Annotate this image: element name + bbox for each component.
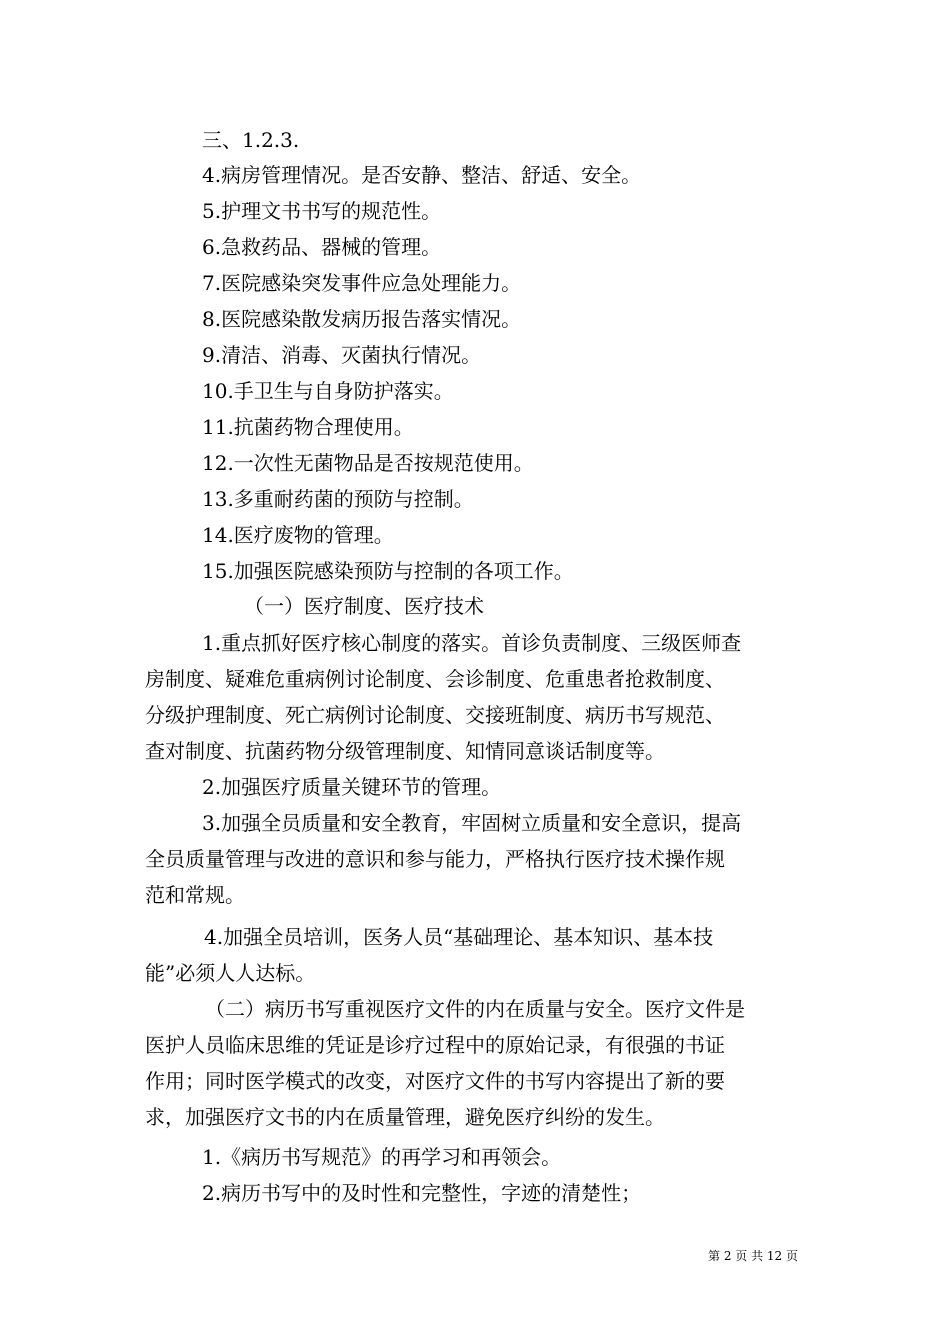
- text-line: 查对制度、抗菌药物分级管理制度、知情同意谈话制度等。: [145, 739, 665, 763]
- text-line: 14.医疗废物的管理。: [202, 523, 394, 547]
- text-line: 求，加强医疗文书的内在质量管理，避免医疗纠纷的发生。: [145, 1105, 665, 1129]
- text-line: 15.加强医院感染预防与控制的各项工作。: [202, 559, 574, 583]
- text-line: 2.加强医疗质量关键环节的管理。: [202, 775, 502, 799]
- text-line: 全员质量管理与改进的意识和参与能力，严格执行医疗技术操作规: [145, 847, 725, 871]
- text-line: 5.护理文书书写的规范性。: [202, 199, 442, 223]
- text-line: 8.医院感染散发病历报告落实情况。: [202, 307, 522, 331]
- text-line: 12.一次性无菌物品是否按规范使用。: [202, 451, 534, 475]
- text-line: 1.重点抓好医疗核心制度的落实。首诊负责制度、三级医师查: [202, 631, 742, 655]
- text-line: 1.《病历书写规范》的再学习和再领会。: [202, 1145, 562, 1169]
- page-number-footer: 第 2 页 共 12 页: [708, 1249, 798, 1263]
- text-line: 7.医院感染突发事件应急处理能力。: [202, 271, 522, 295]
- section-heading: （二）病历书写重视医疗文件的内在质量与安全。医疗文件是: [205, 997, 745, 1021]
- text-line: 6.急救药品、器械的管理。: [202, 235, 442, 259]
- text-line: 医护人员临床思维的凭证是诊疗过程中的原始记录，有很强的书证: [145, 1033, 725, 1057]
- text-line: 范和常规。: [145, 883, 245, 907]
- text-line: 9.清洁、消毒、灭菌执行情况。: [202, 343, 482, 367]
- text-line: 4.加强全员培训，医务人员“基础理论、基本知识、基本技: [204, 925, 714, 949]
- text-line: 3.加强全员质量和安全教育，牢固树立质量和安全意识，提高: [202, 811, 742, 835]
- text-line: 13.多重耐药菌的预防与控制。: [202, 487, 474, 511]
- section-heading: （一）医疗制度、医疗技术: [244, 594, 484, 618]
- text-line: 分级护理制度、死亡病例讨论制度、交接班制度、病历书写规范、: [145, 703, 725, 727]
- text-line: 三、1.2.3.: [202, 128, 300, 152]
- text-line: 能”必须人人达标。: [145, 961, 316, 985]
- text-line: 作用；同时医学模式的改变，对医疗文件的书写内容提出了新的要: [145, 1069, 725, 1093]
- text-line: 10.手卫生与自身防护落实。: [202, 379, 454, 403]
- text-line: 4.病房管理情况。是否安静、整洁、舒适、安全。: [202, 163, 642, 187]
- text-line: 房制度、疑难危重病例讨论制度、会诊制度、危重患者抢救制度、: [145, 667, 725, 691]
- text-line: 2.病历书写中的及时性和完整性，字迹的清楚性；: [202, 1181, 642, 1205]
- text-line: 11.抗菌药物合理使用。: [202, 415, 414, 439]
